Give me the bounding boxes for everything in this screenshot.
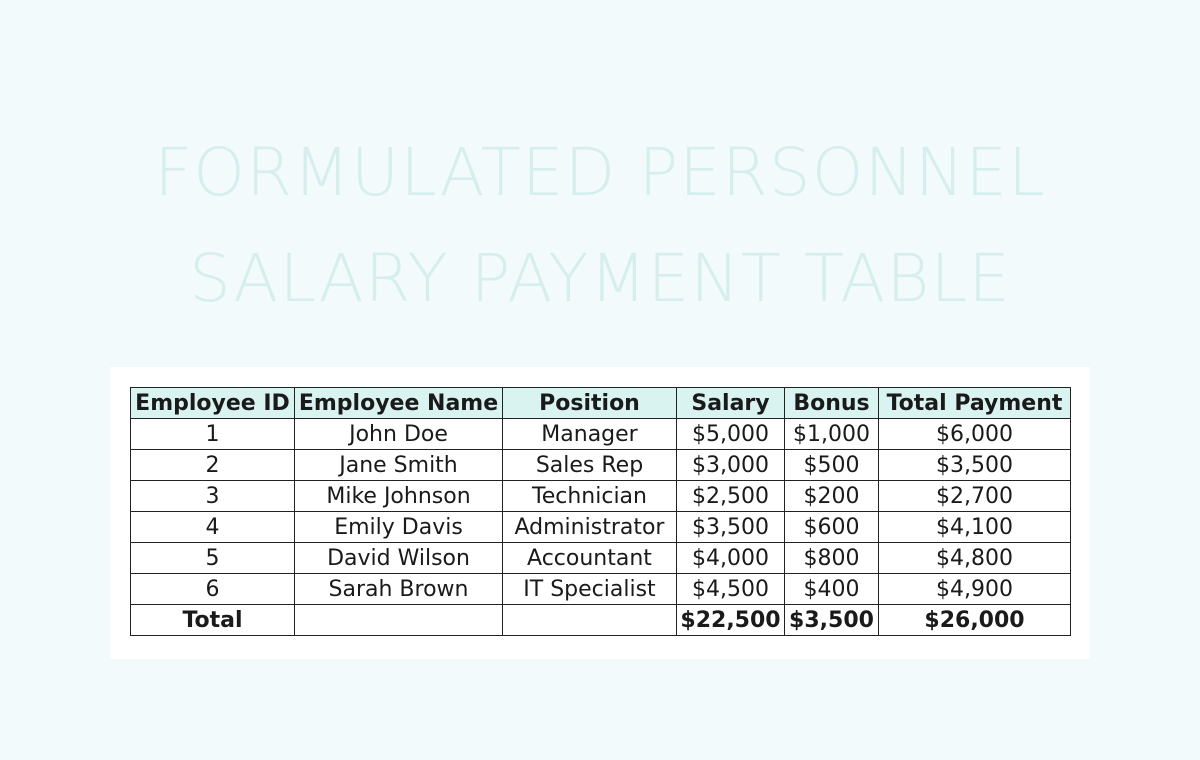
cell-salary: $3,500 bbox=[677, 512, 785, 543]
cell-total-payment: $2,700 bbox=[879, 481, 1071, 512]
cell-employee-id: 4 bbox=[131, 512, 295, 543]
cell-salary: $4,000 bbox=[677, 543, 785, 574]
table-header-row bbox=[131, 388, 1071, 419]
cell-position: Technician bbox=[503, 481, 677, 512]
cell-bonus: $600 bbox=[785, 512, 879, 543]
salary-table bbox=[130, 387, 1071, 636]
total-bonus: $3,500 bbox=[785, 605, 879, 636]
cell-total-payment: $4,800 bbox=[879, 543, 1071, 574]
page-title bbox=[0, 120, 1200, 332]
table-card bbox=[110, 367, 1090, 659]
cell-employee-name: Jane Smith bbox=[295, 450, 503, 481]
header-employee-name: Employee Name bbox=[295, 388, 503, 419]
cell-employee-id: 3 bbox=[131, 481, 295, 512]
cell-bonus: $1,000 bbox=[785, 419, 879, 450]
cell-employee-name: Sarah Brown bbox=[295, 574, 503, 605]
cell-total-payment: $4,900 bbox=[879, 574, 1071, 605]
page-title-line-2: SALARY PAYMENT TABLE bbox=[189, 240, 1011, 317]
cell-employee-id: 6 bbox=[131, 574, 295, 605]
cell-total-payment: $3,500 bbox=[879, 450, 1071, 481]
cell-salary: $3,000 bbox=[677, 450, 785, 481]
cell-salary: $2,500 bbox=[677, 481, 785, 512]
total-empty-position bbox=[503, 605, 677, 636]
cell-position: Manager bbox=[503, 419, 677, 450]
cell-employee-id: 1 bbox=[131, 419, 295, 450]
cell-total-payment: $6,000 bbox=[879, 419, 1071, 450]
table-total-row bbox=[131, 605, 1071, 636]
cell-position: Administrator bbox=[503, 512, 677, 543]
cell-employee-name: John Doe bbox=[295, 419, 503, 450]
cell-employee-id: 2 bbox=[131, 450, 295, 481]
header-salary: Salary bbox=[677, 388, 785, 419]
cell-bonus: $400 bbox=[785, 574, 879, 605]
cell-salary: $4,500 bbox=[677, 574, 785, 605]
table-row bbox=[131, 481, 1071, 512]
header-position: Position bbox=[503, 388, 677, 419]
cell-employee-name: Emily Davis bbox=[295, 512, 503, 543]
total-payment: $26,000 bbox=[879, 605, 1071, 636]
header-employee-id: Employee ID bbox=[131, 388, 295, 419]
header-bonus: Bonus bbox=[785, 388, 879, 419]
table-row bbox=[131, 419, 1071, 450]
total-label: Total bbox=[131, 605, 295, 636]
cell-position: Accountant bbox=[503, 543, 677, 574]
header-total-payment: Total Payment bbox=[879, 388, 1071, 419]
cell-employee-name: David Wilson bbox=[295, 543, 503, 574]
cell-position: Sales Rep bbox=[503, 450, 677, 481]
table-row bbox=[131, 574, 1071, 605]
page-title-line-1: FORMULATED PERSONNEL bbox=[154, 134, 1046, 211]
cell-bonus: $800 bbox=[785, 543, 879, 574]
cell-bonus: $200 bbox=[785, 481, 879, 512]
cell-salary: $5,000 bbox=[677, 419, 785, 450]
cell-bonus: $500 bbox=[785, 450, 879, 481]
cell-position: IT Specialist bbox=[503, 574, 677, 605]
table-row bbox=[131, 543, 1071, 574]
total-empty-name bbox=[295, 605, 503, 636]
cell-total-payment: $4,100 bbox=[879, 512, 1071, 543]
total-salary: $22,500 bbox=[677, 605, 785, 636]
table-row bbox=[131, 512, 1071, 543]
cell-employee-name: Mike Johnson bbox=[295, 481, 503, 512]
cell-employee-id: 5 bbox=[131, 543, 295, 574]
table-row bbox=[131, 450, 1071, 481]
